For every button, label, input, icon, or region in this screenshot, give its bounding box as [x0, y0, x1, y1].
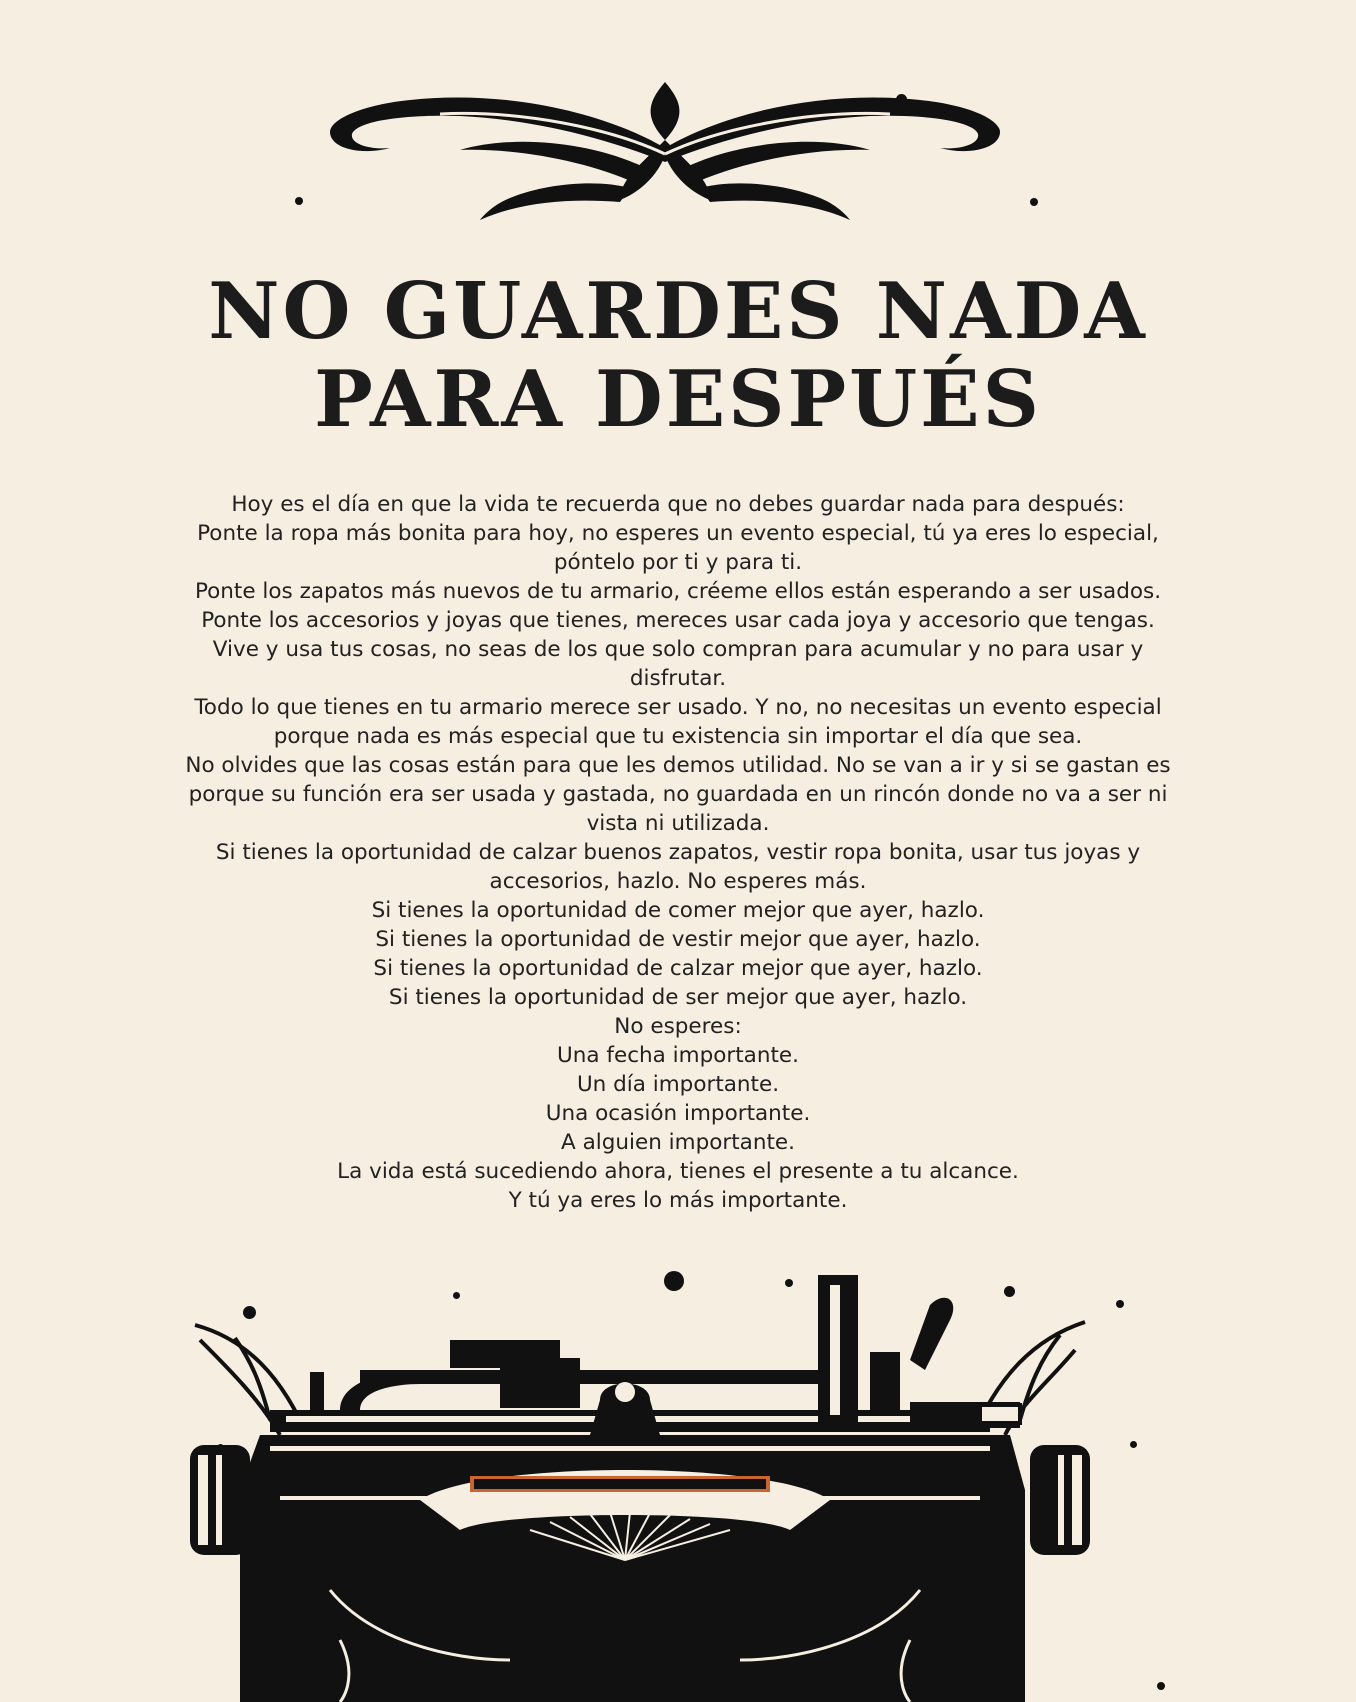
decorative-dot	[1030, 198, 1038, 206]
text-line: Una fecha importante.	[557, 1043, 799, 1068]
text-line: Ponte los accesorios y joyas que tienes, mereces usar cada joya y accesorio que tengas.	[201, 608, 1155, 633]
body-text	[140, 490, 1216, 1215]
title-line-1: NO GUARDES NADA	[208, 266, 1148, 357]
text-line: Todo lo que tienes en tu armario merece ser usado. Y no, no necesitas un evento especial	[194, 695, 1162, 720]
text-line: porque su función era ser usada y gastada, no guardada en un rincón donde no va a ser ni	[188, 782, 1168, 807]
text-line: Si tienes la oportunidad de calzar mejor que ayer, hazlo.	[373, 956, 983, 981]
typewriter-illustration	[190, 1260, 1180, 1702]
flourish-ornament	[320, 70, 1010, 220]
text-line: Un día importante.	[576, 1072, 780, 1097]
text-line: Ponte los zapatos más nuevos de tu armario, créeme ellos están esperando a ser usados.	[194, 579, 1162, 604]
text-line: Ponte la ropa más bonita para hoy, no esperes un evento especial, tú ya eres lo especial,	[197, 521, 1159, 546]
text-line: accesorios, hazlo. No esperes más.	[489, 869, 867, 894]
title-line-2: PARA DESPUÉS	[314, 354, 1042, 445]
text-line: disfrutar.	[629, 666, 727, 691]
text-line: A alguien importante.	[561, 1130, 795, 1155]
text-line: porque nada es más especial que tu existencia sin importar el día que sea.	[273, 724, 1083, 749]
decorative-dot	[896, 94, 907, 105]
text-line: No olvides que las cosas están para que les demos utilidad. No se van a ir y si se gastan es	[185, 753, 1171, 778]
text-line: No esperes:	[614, 1014, 742, 1039]
text-line: Si tienes la oportunidad de ser mejor que ayer, hazlo.	[388, 985, 968, 1010]
text-line: Si tienes la oportunidad de comer mejor que ayer, hazlo.	[371, 898, 985, 923]
text-line: Una ocasión importante.	[545, 1101, 811, 1126]
text-line: Si tienes la oportunidad de vestir mejor que ayer, hazlo.	[375, 927, 981, 952]
text-line: Hoy es el día en que la vida te recuerda que no debes guardar nada para después:	[231, 492, 1125, 517]
text-line: Si tienes la oportunidad de calzar buenos zapatos, vestir ropa bonita, usar tus joyas y	[215, 840, 1141, 865]
text-line: Y tú ya eres lo más importante.	[508, 1188, 848, 1213]
decorative-dot	[295, 197, 303, 205]
text-line: Vive y usa tus cosas, no seas de los que solo compran para acumular y no para usar y	[212, 637, 1144, 662]
text-line: La vida está sucediendo ahora, tienes el presente a tu alcance.	[337, 1159, 1019, 1184]
text-line: póntelo por ti y para ti.	[553, 550, 803, 575]
text-line: vista ni utilizada.	[586, 811, 770, 836]
page-title	[0, 268, 1356, 444]
